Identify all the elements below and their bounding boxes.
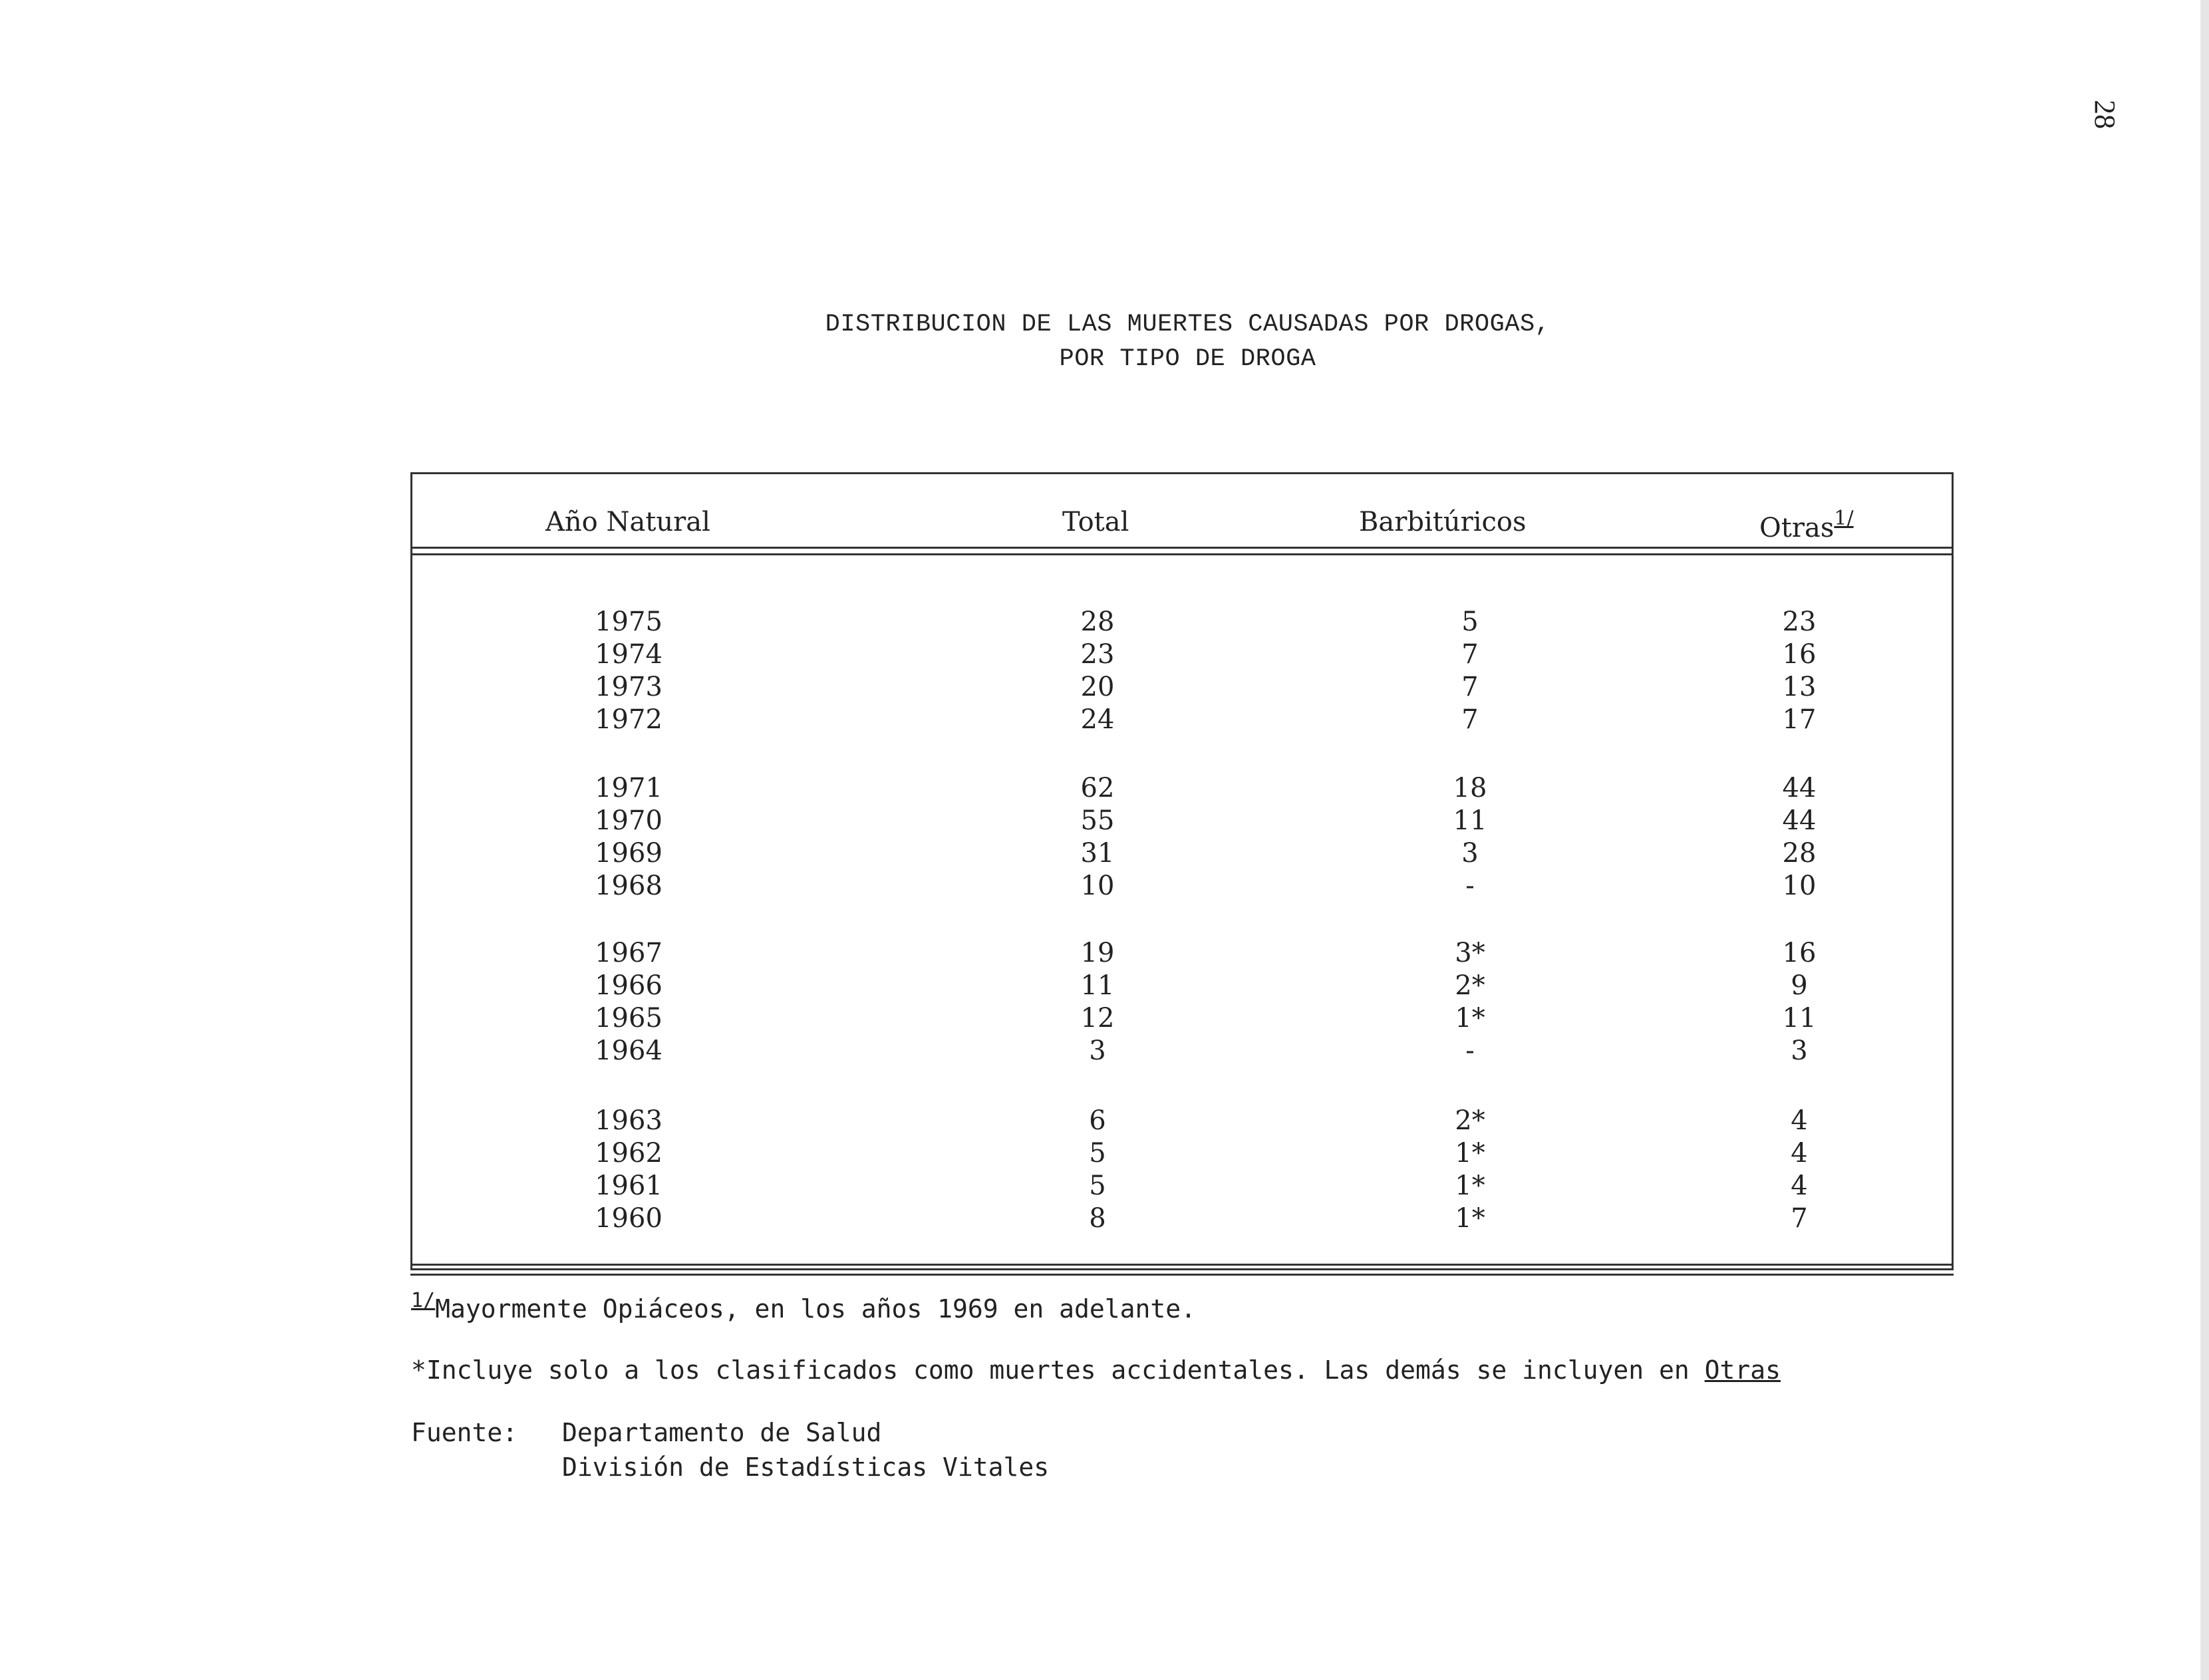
cell-year: 1971 bbox=[595, 773, 663, 803]
cell-barb: 2* bbox=[1455, 1105, 1485, 1136]
cell-barb: - bbox=[1465, 871, 1475, 901]
cell-year: 1962 bbox=[595, 1138, 663, 1169]
header-otras-footnote-mark: 1/ bbox=[1834, 507, 1854, 530]
cell-year: 1969 bbox=[595, 838, 663, 869]
cell-otras: 9 bbox=[1791, 970, 1808, 1001]
title-line-2: POR TIPO DE DROGA bbox=[1059, 345, 1316, 373]
cell-barb: 5 bbox=[1461, 607, 1479, 637]
cell-barb: 7 bbox=[1461, 639, 1479, 670]
cell-year: 1974 bbox=[595, 639, 663, 670]
footnote-1-text: Mayormente Opiáceos, en los años 1969 en adelante. bbox=[435, 1294, 1197, 1324]
cell-otras: 13 bbox=[1782, 672, 1817, 702]
footnote-2-text: *Incluye solo a los clasificados como muertes accidentales. Las demás se incluyen en bbox=[411, 1355, 1705, 1385]
cell-total: 8 bbox=[1089, 1203, 1106, 1234]
footnote-1 bbox=[411, 1284, 1196, 1326]
header-barbituricos: Barbitúricos bbox=[1359, 507, 1527, 537]
cell-year: 1965 bbox=[595, 1003, 663, 1034]
table-bottom-rule-1 bbox=[410, 1264, 1954, 1266]
cell-year: 1967 bbox=[595, 938, 663, 968]
cell-year: 1970 bbox=[595, 805, 663, 836]
cell-year: 1968 bbox=[595, 871, 663, 901]
footnote-2-emphasis: Otras bbox=[1704, 1355, 1781, 1385]
cell-total: 12 bbox=[1080, 1003, 1115, 1034]
cell-year: 1966 bbox=[595, 970, 663, 1001]
cell-barb: 7 bbox=[1461, 704, 1479, 735]
cell-year: 1973 bbox=[595, 672, 663, 702]
cell-total: 5 bbox=[1089, 1138, 1106, 1169]
header-rule-top bbox=[410, 547, 1954, 549]
cell-total: 11 bbox=[1080, 970, 1115, 1001]
cell-otras: 16 bbox=[1782, 938, 1817, 968]
cell-total: 19 bbox=[1080, 938, 1115, 968]
cell-year: 1961 bbox=[595, 1171, 663, 1201]
cell-otras: 11 bbox=[1782, 1003, 1817, 1034]
cell-total: 31 bbox=[1080, 838, 1115, 869]
cell-year: 1964 bbox=[595, 1036, 663, 1066]
table-bottom-rule-2 bbox=[410, 1274, 1954, 1276]
cell-year: 1972 bbox=[595, 704, 663, 735]
table-title bbox=[0, 307, 2209, 376]
source-line-2: División de Estadísticas Vitales bbox=[562, 1453, 1050, 1482]
cell-otras: 23 bbox=[1782, 607, 1817, 637]
cell-total: 28 bbox=[1080, 607, 1115, 637]
page-edge-shadow bbox=[2200, 0, 2209, 1680]
cell-total: 23 bbox=[1080, 639, 1115, 670]
header-rule-bottom bbox=[410, 553, 1954, 555]
cell-year: 1960 bbox=[595, 1203, 663, 1234]
cell-total: 3 bbox=[1089, 1036, 1106, 1066]
cell-total: 55 bbox=[1080, 805, 1115, 836]
cell-total: 24 bbox=[1080, 704, 1115, 735]
header-year: Año Natural bbox=[545, 507, 710, 537]
cell-barb: 3* bbox=[1455, 938, 1485, 968]
page-number: 28 bbox=[2089, 100, 2121, 129]
title-line-1: DISTRIBUCION DE LAS MUERTES CAUSADAS POR DROGAS, bbox=[825, 311, 1550, 339]
cell-total: 20 bbox=[1080, 672, 1115, 702]
cell-year: 1963 bbox=[595, 1105, 663, 1136]
cell-otras: 7 bbox=[1791, 1203, 1808, 1234]
cell-otras: 44 bbox=[1782, 773, 1817, 803]
cell-total: 5 bbox=[1089, 1171, 1106, 1201]
source-label: Fuente: bbox=[411, 1418, 518, 1447]
cell-otras: 44 bbox=[1782, 805, 1817, 836]
header-otras-label: Otras bbox=[1759, 513, 1835, 543]
cell-barb: 1* bbox=[1455, 1138, 1485, 1169]
cell-otras: 4 bbox=[1791, 1138, 1808, 1169]
cell-total: 10 bbox=[1080, 871, 1115, 901]
cell-otras: 28 bbox=[1782, 838, 1817, 869]
cell-total: 6 bbox=[1089, 1105, 1106, 1136]
source-line-1: Departamento de Salud bbox=[562, 1418, 882, 1447]
cell-barb: 1* bbox=[1455, 1003, 1485, 1034]
cell-barb: 2* bbox=[1455, 970, 1485, 1001]
cell-otras: 16 bbox=[1782, 639, 1817, 670]
cell-otras: 4 bbox=[1791, 1171, 1808, 1201]
cell-barb: 1* bbox=[1455, 1203, 1485, 1234]
cell-otras: 17 bbox=[1782, 704, 1817, 735]
cell-barb: 3 bbox=[1461, 838, 1479, 869]
footnote-2 bbox=[411, 1353, 1781, 1387]
cell-total: 62 bbox=[1080, 773, 1115, 803]
cell-otras: 3 bbox=[1791, 1036, 1808, 1066]
cell-year: 1975 bbox=[595, 607, 663, 637]
header-total: Total bbox=[1062, 507, 1129, 537]
header-otras bbox=[1759, 507, 1854, 543]
cell-barb: 11 bbox=[1453, 805, 1487, 836]
cell-barb: 18 bbox=[1453, 773, 1487, 803]
cell-barb: - bbox=[1465, 1036, 1475, 1066]
footnote-1-mark: 1/ bbox=[411, 1289, 436, 1312]
cell-barb: 7 bbox=[1461, 672, 1479, 702]
cell-otras: 10 bbox=[1782, 871, 1817, 901]
cell-barb: 1* bbox=[1455, 1171, 1485, 1201]
cell-otras: 4 bbox=[1791, 1105, 1808, 1136]
